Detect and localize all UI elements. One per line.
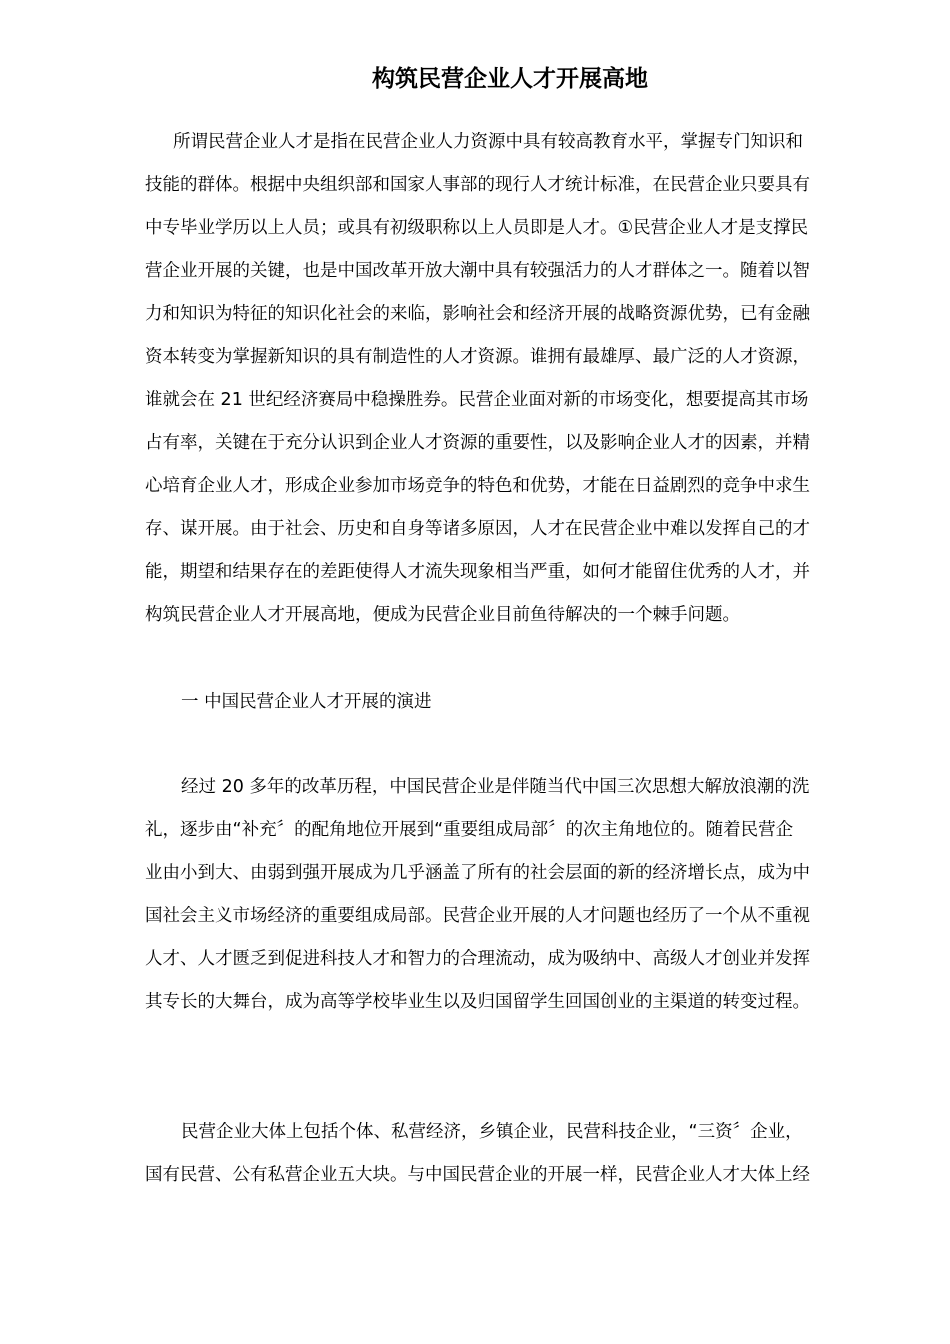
text-line: 心培育企业人才，形成企业参加市场竞争的特色和优势，才能在日益剧烈的竞争中求生 [145, 476, 810, 496]
text-line: 占有率，关键在于充分认识到企业人才资源的重要性，以及影响企业人才的因素，并精 [145, 433, 810, 453]
document-title: 构筑民营企业人才开展高地 [372, 65, 648, 92]
text-line: 人才、人才匮乏到促进科技人才和智力的合理流动，成为吸纳中、高级人才创业并发挥 [145, 949, 810, 969]
text-line: 礼，逐步由“补充〞的配角地位开展到“重要组成局部〞的次主角地位的。随着民营企 [145, 820, 794, 840]
text-line: 其专长的大舞台，成为高等学校毕业生以及归国留学生回国创业的主渠道的转变过程。 [145, 992, 810, 1012]
text-line: 业由小到大、由弱到强开展成为几乎涵盖了所有的社会层面的新的经济增长点，成为中 [145, 863, 810, 883]
text-line: 资本转变为掌握新知识的具有制造性的人才资源。谁拥有最雄厚、最广泛的人才资源， [145, 347, 810, 367]
text-line: 国社会主义市场经济的重要组成局部。民营企业开展的人才问题也经历了一个从不重视 [145, 906, 810, 926]
section-heading-text: 一 中国民营企业人才开展的演进 [181, 692, 432, 712]
paragraph-evolution [145, 766, 875, 1024]
paragraph-categories [145, 1111, 875, 1197]
text-line: 力和知识为特征的知识化社会的来临，影响社会和经济开展的战略资源优势，已有金融 [145, 304, 810, 324]
text-line: 存、谋开展。由于社会、历史和自身等诸多原因，人才在民营企业中难以发挥自己的才 [145, 519, 810, 539]
section-heading [145, 681, 875, 724]
text-line: 中专毕业学历以上人员；或具有初级职称以上人员即是人才。①民营企业人才是支撑民 [145, 218, 809, 238]
text-line: 民营企业大体上包括个体、私营经济，乡镇企业，民营科技企业，“三资〞企业， [181, 1122, 803, 1142]
text-line: 谁就会在 21 世纪经济赛局中稳操胜券。民营企业面对新的市场变化，想要提高其市场 [145, 390, 809, 410]
text-line: 技能的群体。根据中央组织部和国家人事部的现行人才统计标准，在民营企业只要具有 [145, 175, 810, 195]
paragraph-intro [145, 121, 875, 637]
text-line: 能，期望和结果存在的差距使得人才流失现象相当严重，如何才能留住优秀的人才，并 [145, 562, 810, 582]
text-line: 构筑民营企业人才开展高地，便成为民营企业目前鱼待解决的一个棘手问题。 [145, 605, 740, 625]
text-line: 所谓民营企业人才是指在民营企业人力资源中具有较高教育水平，掌握专门知识和 [173, 132, 803, 152]
text-line: 国有民营、公有私营企业五大块。与中国民营企业的开展一样，民营企业人才大体上经 [145, 1165, 810, 1185]
text-line: 营企业开展的关键，也是中国改革开放大潮中具有较强活力的人才群体之一。随着以智 [145, 261, 810, 281]
text-line: 经过 20 多年的改革历程，中国民营企业是伴随当代中国三次思想大解放浪潮的洗 [181, 777, 810, 797]
